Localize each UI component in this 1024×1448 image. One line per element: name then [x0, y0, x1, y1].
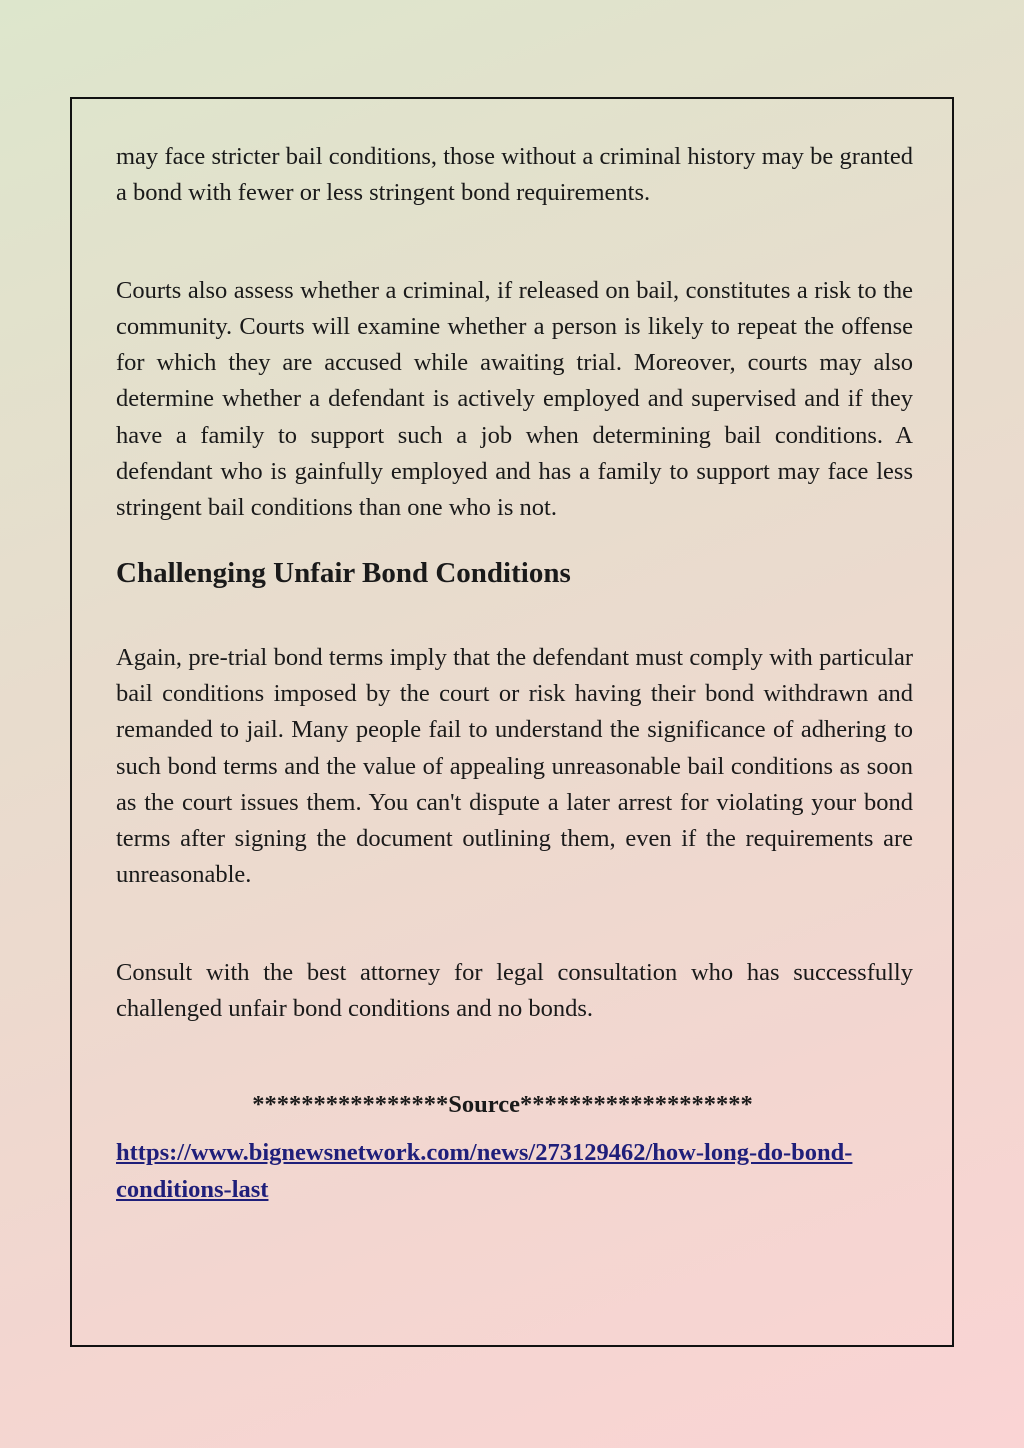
- section-heading: Challenging Unfair Bond Conditions: [116, 556, 571, 589]
- paragraph-consult-attorney: Consult with the best attorney for legal consultation who has successfully challenged unfair bond conditions and no bonds.: [116, 958, 913, 1023]
- source-label: ****************Source*******************: [252, 1091, 753, 1119]
- paragraph-community-risk: Courts also assess whether a criminal, if released on bail, constitutes a risk to the community. Courts will examine whether a person is likely to repeat the offense for which they are accused while awaiting trial. Moreover, courts may also determine whether a defendant is actively employed and supervised and if they have a family to support such a job when determining bail conditions. A defendant who is gainfully employed and has a family to support may face less stringent bail conditions than one who is not.: [116, 276, 913, 522]
- source-link[interactable]: https://www.bignewsnetwork.com/news/273129462/how-long-do-bond-conditions-last: [116, 1139, 853, 1203]
- document-body: [116, 139, 913, 1208]
- content-frame: [70, 97, 954, 1347]
- paragraph-pretrial-terms: Again, pre-trial bond terms imply that the defendant must comply with particular bail conditions imposed by the court or risk having their bond withdrawn and remanded to jail. Many people fail to understand the significance of adhering to such bond terms and the value of appealing unreasonable bail conditions as soon as the court issues them. You can't dispute a later arrest for violating your bond terms after signing the document outlining them, even if the requirements are unreasonable.: [116, 643, 913, 889]
- paragraph-criminal-history: may face stricter bail conditions, those without a criminal history may be granted a bond with fewer or less stringent bond requirements.: [116, 143, 913, 207]
